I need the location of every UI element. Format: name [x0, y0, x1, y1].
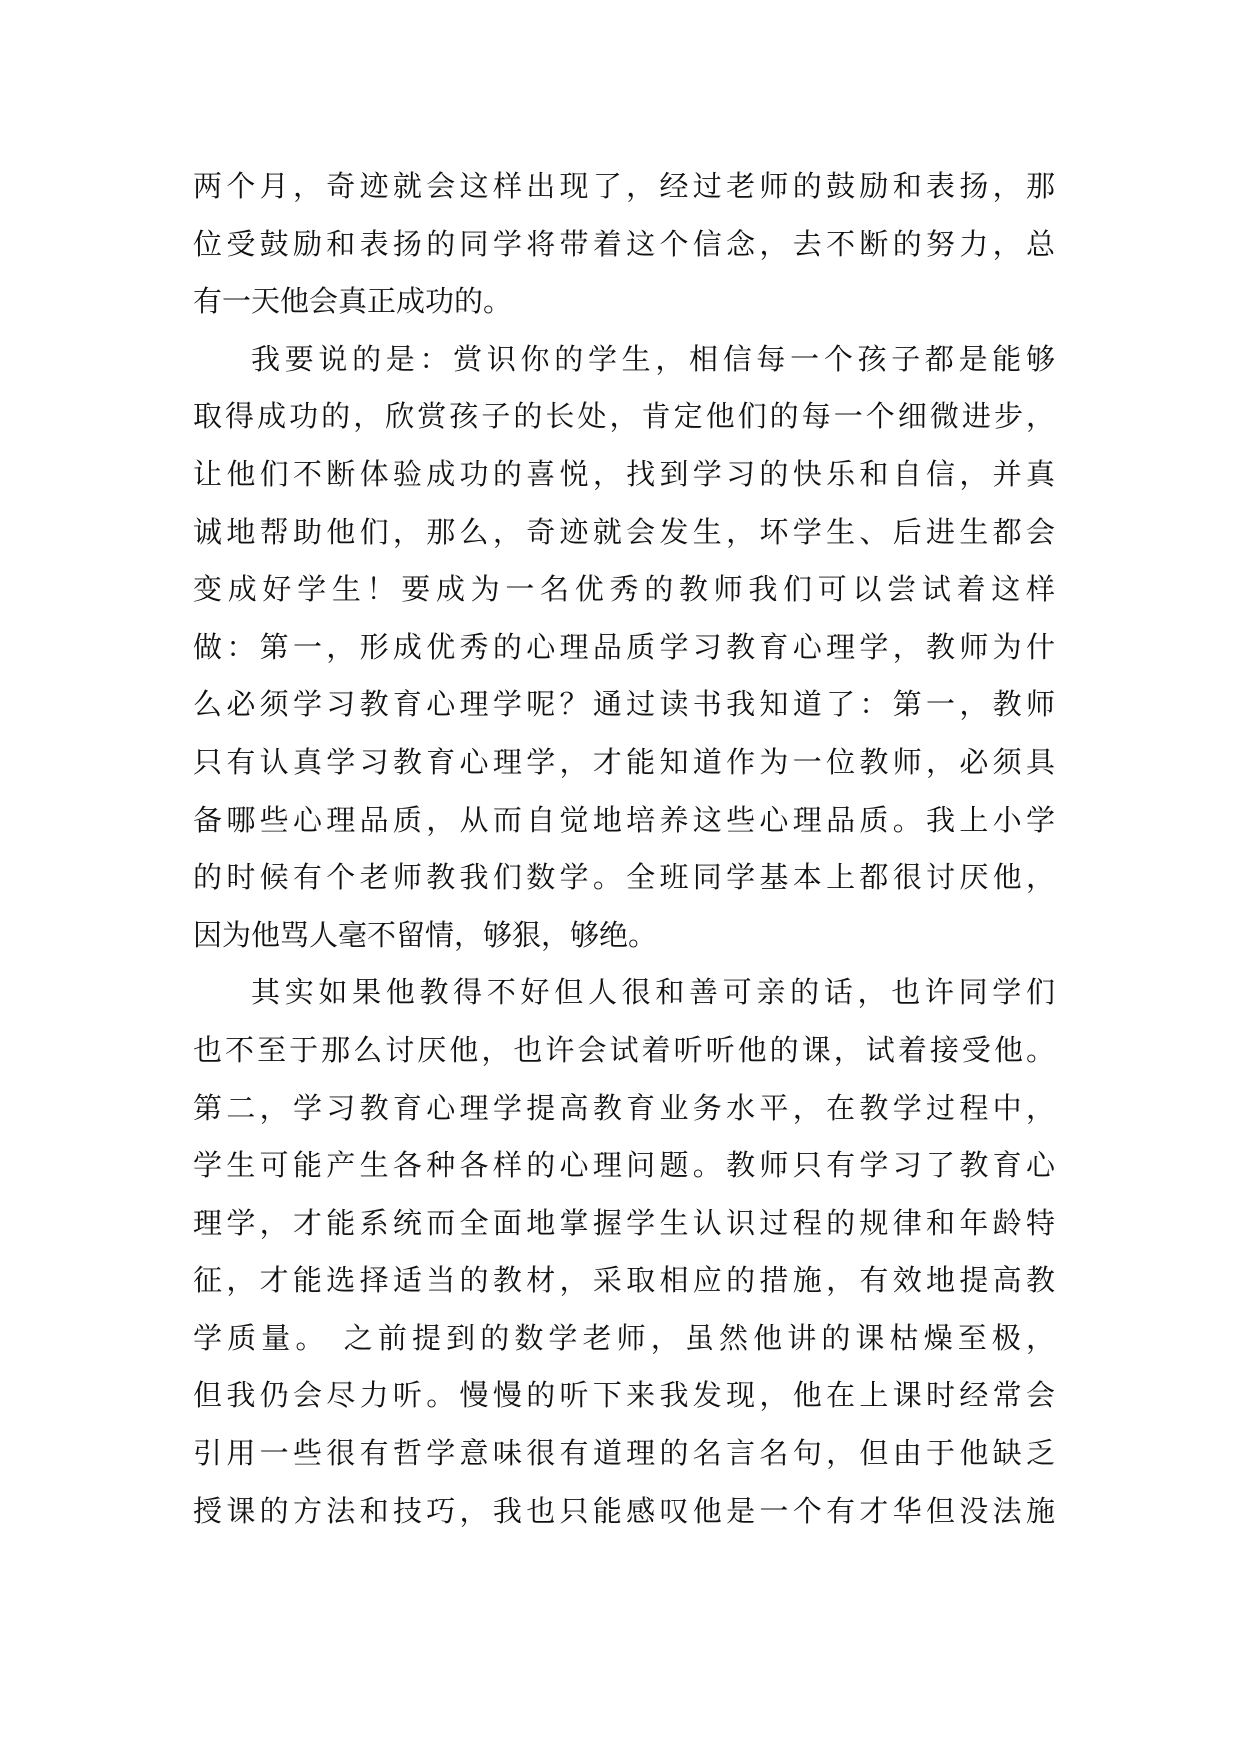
text-line: 引用一些很有哲学意味很有道理的名言名句，但由于他缺乏: [193, 1436, 1055, 1471]
text-line: 做：第一，形成优秀的心理品质学习教育心理学，教师为什: [193, 629, 1055, 664]
text-line: 征，才能选择适当的教材，采取相应的措施，有效地提高教: [193, 1263, 1055, 1298]
text-line: 变成好学生！要成为一名优秀的教师我们可以尝试着这样: [193, 572, 1055, 607]
text-line: 也不至于那么讨厌他，也许会试着听听他的课，试着接受他。: [193, 1032, 1055, 1067]
text-line: 让他们不断体验成功的喜悦，找到学习的快乐和自信，并真: [193, 456, 1055, 491]
text-line: 第二，学习教育心理学提高教育业务水平，在教学过程中，: [193, 1090, 1055, 1125]
text-line: 备哪些心理品质，从而自觉地培养这些心理品质。我上小学: [193, 802, 1055, 837]
body-text: [193, 158, 1055, 1540]
text-line: 但我仍会尽力听。慢慢的听下来我发现，他在上课时经常会: [193, 1378, 1055, 1413]
text-line: 授课的方法和技巧，我也只能感叹他是一个有才华但没法施: [193, 1493, 1055, 1528]
text-line: 其实如果他教得不好但人很和善可亲的话，也许同学们: [251, 975, 1055, 1010]
text-line: 么必须学习教育心理学呢？通过读书我知道了：第一，教师: [193, 687, 1055, 722]
text-line: 位受鼓励和表扬的同学将带着这个信念，去不断的努力，总: [193, 226, 1055, 261]
text-line: 取得成功的，欣赏孩子的长处，肯定他们的每一个细微进步，: [193, 399, 1055, 434]
text-line: 只有认真学习教育心理学，才能知道作为一位教师，必须具: [193, 744, 1055, 779]
text-line: 理学，才能系统而全面地掌握学生认识过程的规律和年龄特: [193, 1205, 1055, 1240]
text-line: 因为他骂人毫不留情，够狠，够绝。: [193, 917, 658, 952]
text-line: 两个月，奇迹就会这样出现了，经过老师的鼓励和表扬，那: [193, 169, 1055, 203]
text-line: 诚地帮助他们，那么，奇迹就会发生，坏学生、后进生都会: [193, 514, 1055, 549]
text-line: 学质量。 之前提到的数学老师，虽然他讲的课枯燥至极，: [193, 1320, 1055, 1355]
text-line: 我要说的是：赏识你的学生，相信每一个孩子都是能够: [251, 341, 1055, 376]
text-line: 有一天他会真正成功的。: [193, 284, 513, 319]
text-line: 学生可能产生各种各样的心理问题。教师只有学习了教育心: [193, 1148, 1055, 1183]
text-line: 的时候有个老师教我们数学。全班同学基本上都很讨厌他，: [193, 860, 1055, 895]
